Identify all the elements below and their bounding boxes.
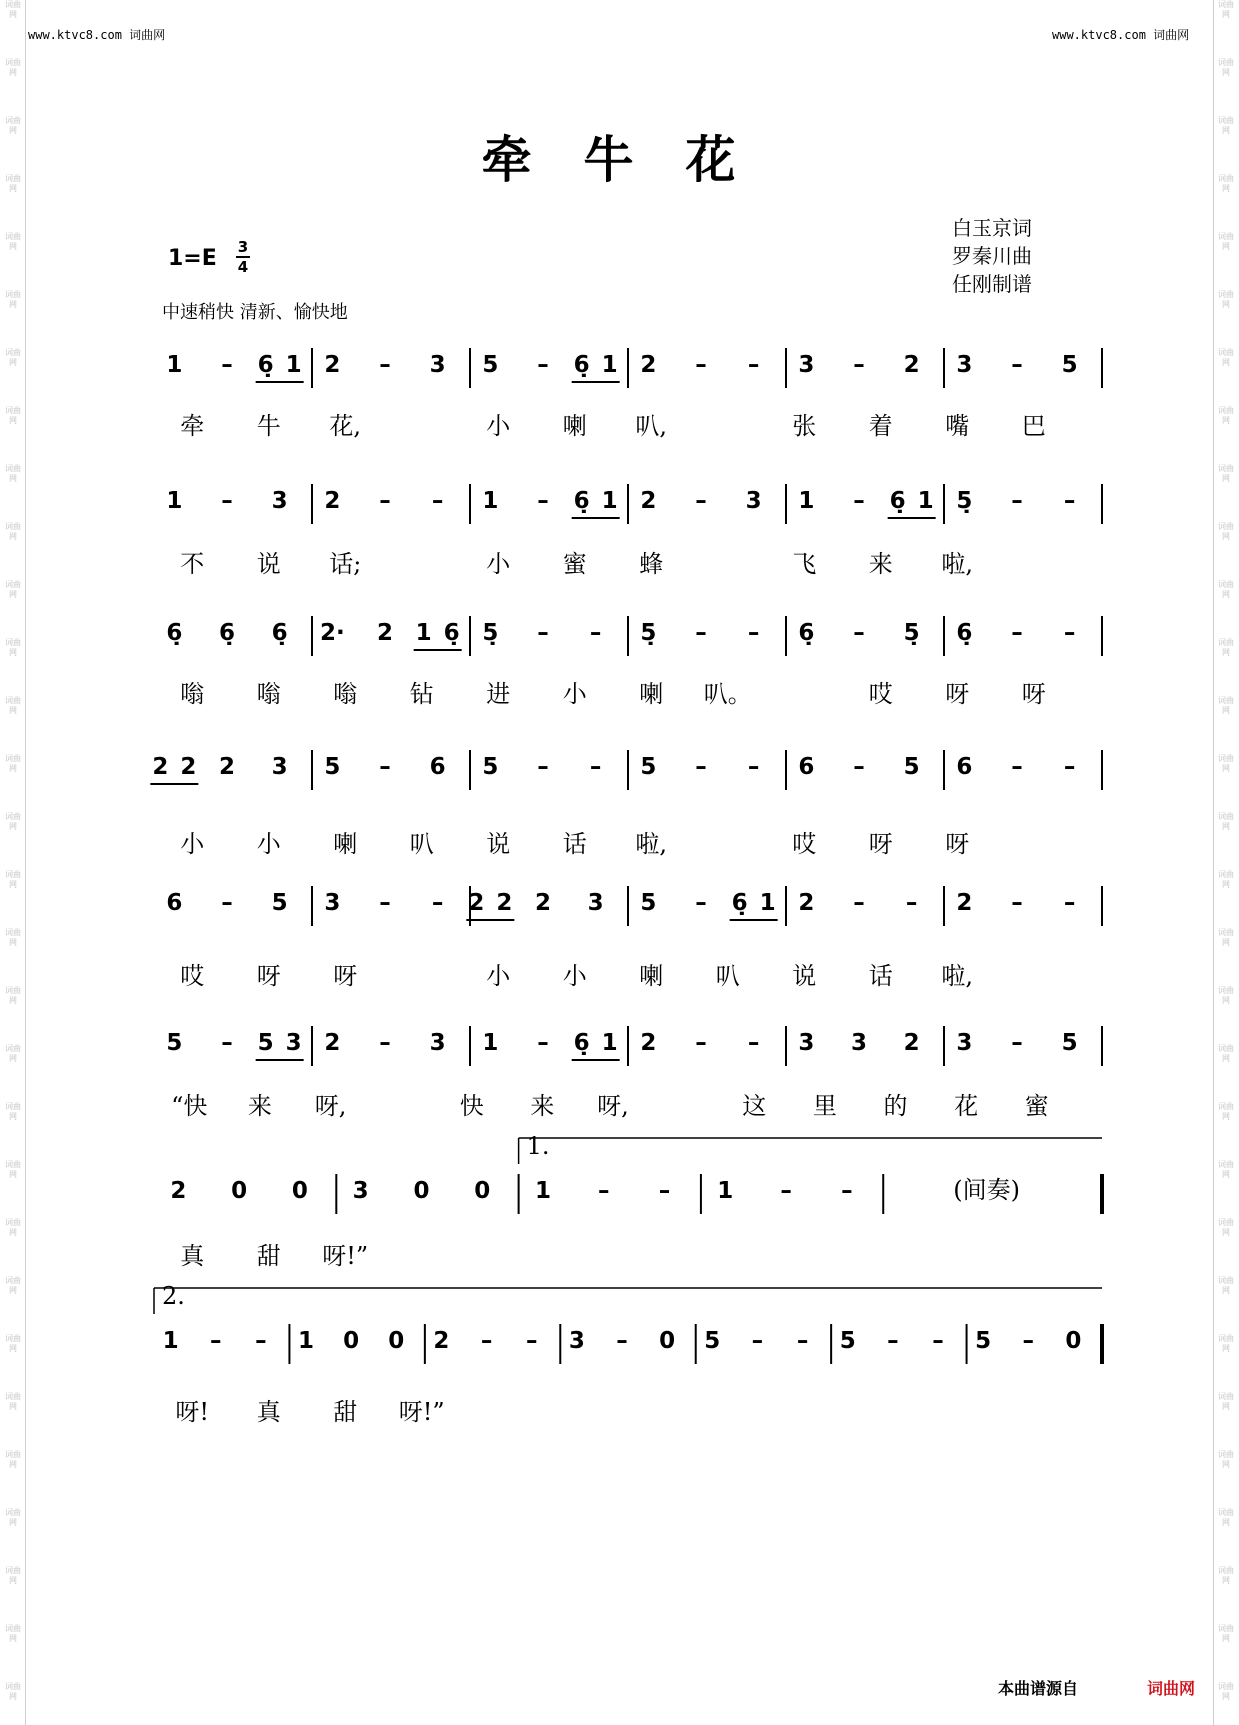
note: – (1063, 488, 1076, 514)
watermark-text: 词曲网 (1218, 986, 1234, 1005)
site-url-right[interactable]: www.ktvc8.com 词曲网 (1052, 28, 1190, 42)
note: 1 (415, 620, 432, 646)
lyric-syllable: 蜜 (1024, 1092, 1049, 1120)
lyric-syllable: 小 (486, 550, 511, 578)
note: – (695, 890, 707, 916)
note: – (221, 890, 233, 916)
note: 3 (956, 352, 973, 378)
lyric-syllable: 蜜 (562, 550, 587, 578)
note: 1 (297, 1328, 315, 1354)
lyric-syllable: 呀!” (398, 1398, 445, 1426)
watermark-text: 词曲网 (1218, 928, 1234, 947)
note: – (780, 1178, 792, 1204)
note: 2 (376, 620, 394, 646)
lyric-syllable: 巴 (1021, 412, 1046, 440)
volta-number: 1. (526, 1132, 550, 1160)
note: 3 (271, 488, 288, 514)
watermark-text: 词曲网 (5, 1218, 21, 1237)
note: 1 (601, 352, 618, 378)
note: 1 (162, 1328, 179, 1354)
note: 6 (956, 754, 973, 780)
watermark-text: 词曲网 (1218, 638, 1234, 657)
lyric-syllable: 呀, (314, 1092, 347, 1120)
watermark-text: 词曲网 (1218, 1450, 1234, 1469)
note: 1 (601, 488, 618, 514)
source-label: 本曲谱源自 (998, 1679, 1079, 1698)
note: 2 (218, 754, 236, 780)
note: 2 (324, 352, 341, 378)
lyric-syllable: 小 (486, 962, 511, 990)
note: 2 (433, 1328, 450, 1354)
watermark-text: 词曲网 (1218, 1160, 1234, 1179)
lyric-syllable: 啦, (941, 962, 974, 990)
watermark-text: 词曲网 (5, 1044, 21, 1063)
note: 2 (798, 890, 815, 916)
lyric-syllable: 嘴 (945, 412, 970, 440)
lyric-syllable: 叭, (635, 412, 668, 440)
note: 5 (975, 1328, 992, 1354)
note: 6̣ (573, 1030, 590, 1056)
note: – (1011, 890, 1023, 916)
note: 6̣ (798, 620, 815, 646)
watermark-text: 词曲网 (1218, 406, 1234, 425)
lyric-syllable: 话 (562, 830, 587, 858)
transcriber-credit: 任刚制谱 (952, 272, 1032, 296)
watermark-text: 词曲网 (5, 116, 21, 135)
note: – (221, 488, 233, 514)
lyric-syllable: 哎 (792, 830, 817, 858)
note: 5 (1061, 352, 1078, 378)
composer-credit: 罗秦川曲 (952, 244, 1032, 268)
note: – (853, 352, 865, 378)
watermark-text: 词曲网 (5, 174, 21, 193)
note: 1 (759, 890, 776, 916)
watermark-text: 词曲网 (1218, 1218, 1234, 1237)
lyric-syllable: 呀 (333, 962, 358, 990)
tempo-marking: 中速稍快 清新、愉快地 (162, 302, 348, 323)
note: 2 (534, 890, 552, 916)
time-denominator: 4 (237, 258, 249, 276)
note: – (1063, 620, 1076, 646)
note: 1 (601, 1030, 618, 1056)
note: 6 (166, 890, 183, 916)
lyric-syllable: 花, (329, 412, 362, 440)
note: 6̣ (257, 352, 274, 378)
lyric-syllable: 说 (486, 830, 511, 858)
note: 6̣ (573, 352, 590, 378)
note: 3 (429, 1030, 446, 1056)
lyric-syllable: 呀 (868, 830, 893, 858)
note: 2 (956, 890, 973, 916)
note: – (537, 1030, 549, 1056)
lyric-syllable: 小 (256, 830, 281, 858)
watermark-text: 词曲网 (1218, 174, 1234, 193)
note: 5 (704, 1328, 721, 1354)
watermark-text: 词曲网 (5, 986, 21, 1005)
note: – (695, 754, 707, 780)
volta-number: 2. (162, 1282, 185, 1310)
note: 1 (534, 1178, 552, 1204)
watermark-text: 词曲网 (5, 1682, 21, 1701)
note: – (932, 1328, 944, 1354)
note: 2· (319, 620, 345, 646)
lyric-syllable: 小 (180, 830, 205, 858)
note: 2 (468, 890, 485, 916)
note: 5̣ (956, 488, 973, 514)
watermark-text: 词曲网 (5, 348, 21, 367)
note: 3 (956, 1030, 973, 1056)
note: – (1011, 352, 1023, 378)
source-brand-link[interactable]: 词曲网 (1147, 1679, 1196, 1698)
lyric-syllable: 呀! (175, 1398, 210, 1426)
lyric-syllable: 呀 (256, 962, 281, 990)
watermark-text: 词曲网 (5, 1160, 21, 1179)
lyric-syllable: 嗡 (180, 680, 205, 708)
note: 3 (568, 1328, 585, 1354)
lyric-syllable: 的 (883, 1092, 908, 1120)
lyric-syllable: 说 (256, 550, 281, 578)
note: 2 (903, 352, 920, 378)
watermark-text: 词曲网 (1218, 1392, 1234, 1411)
watermark-text: 词曲网 (1218, 1508, 1234, 1527)
lyric-syllable: 喇 (639, 962, 664, 990)
lyric-syllable: 蜂 (639, 550, 664, 578)
watermark-text: 词曲网 (1218, 1682, 1234, 1701)
note: – (1011, 1030, 1023, 1056)
note: 5 (257, 1030, 274, 1056)
note: 3 (429, 352, 446, 378)
watermark-text: 词曲网 (5, 1392, 21, 1411)
note: – (379, 488, 391, 514)
note: 5 (482, 754, 499, 780)
note: 5̣ (640, 620, 657, 646)
note: – (431, 488, 444, 514)
note: 1 (166, 352, 183, 378)
note: – (616, 1328, 628, 1354)
lyric-syllable: 着 (868, 412, 893, 440)
watermark-text: 词曲网 (1218, 754, 1234, 773)
lyric-syllable: 钻 (409, 680, 434, 708)
note: – (379, 352, 391, 378)
note: 3 (850, 1030, 868, 1056)
watermark-text: 词曲网 (1218, 1276, 1234, 1295)
note: 5 (271, 890, 288, 916)
note: 6̣ (889, 488, 906, 514)
watermark-text: 词曲网 (5, 0, 21, 19)
note: 6̣ (956, 620, 973, 646)
watermark-text: 词曲网 (5, 1624, 21, 1643)
watermark-text: 词曲网 (1218, 232, 1234, 251)
watermark-text: 词曲网 (5, 522, 21, 541)
note: – (1011, 488, 1023, 514)
song-title: 牵牛花 (481, 130, 788, 189)
note: – (1022, 1328, 1035, 1354)
note: – (537, 352, 549, 378)
note: – (747, 352, 760, 378)
lyric-syllable: 呀!” (322, 1242, 369, 1270)
note: 0 (388, 1328, 405, 1354)
note: 5 (839, 1328, 856, 1354)
note: – (853, 890, 865, 916)
lyric-syllable: 呀 (945, 680, 970, 708)
note: 6̣ (443, 620, 460, 646)
note: – (747, 620, 760, 646)
note: 3 (285, 1030, 302, 1056)
note: 1 (917, 488, 934, 514)
watermark-text: 词曲网 (1218, 580, 1234, 599)
note: – (1011, 620, 1023, 646)
watermark-text: 词曲网 (1218, 1102, 1234, 1121)
note: 1 (166, 488, 183, 514)
note: – (537, 488, 549, 514)
note: 5 (324, 754, 341, 780)
watermark-text: 词曲网 (1218, 1044, 1234, 1063)
note: 2 (324, 488, 341, 514)
note: – (841, 1178, 853, 1204)
watermark-text: 词曲网 (5, 1508, 21, 1527)
key-signature: 1=E (168, 246, 217, 271)
lyric-syllable: 呀, (597, 1092, 629, 1120)
note: – (853, 488, 865, 514)
note: 5 (903, 754, 920, 780)
watermark-text: 词曲网 (1218, 464, 1234, 483)
note: 3 (324, 890, 341, 916)
note: – (853, 620, 865, 646)
lyric-syllable: 小 (486, 412, 511, 440)
time-numerator: 3 (237, 238, 249, 256)
watermark-text: 词曲网 (5, 812, 21, 831)
lyric-syllable: 呀 (945, 830, 970, 858)
watermark-text: 词曲网 (1218, 812, 1234, 831)
note: 6̣ (573, 488, 590, 514)
note: 2 (496, 890, 513, 916)
lyric-syllable: 话 (868, 962, 893, 990)
note: – (431, 890, 444, 916)
note: 0 (413, 1178, 430, 1204)
lyric-syllable: 嗡 (256, 680, 281, 708)
watermark-text: 词曲网 (5, 580, 21, 599)
lyricist-credit: 白玉京词 (952, 216, 1032, 240)
note: – (658, 1178, 671, 1204)
watermark-text: 词曲网 (1218, 522, 1234, 541)
watermark-text: 词曲网 (5, 58, 21, 77)
lyric-syllable: 花 (954, 1092, 979, 1120)
lyric-syllable: 喇 (562, 412, 587, 440)
lyric-syllable: 来 (868, 550, 893, 578)
lyric-syllable: 呀 (1021, 680, 1046, 708)
note: – (853, 754, 865, 780)
watermark-text: 词曲网 (5, 928, 21, 947)
note: – (379, 890, 391, 916)
note: – (695, 488, 707, 514)
note: – (480, 1328, 493, 1354)
lyric-syllable: 张 (792, 412, 817, 440)
lyric-syllable: 牛 (256, 412, 281, 440)
note: 6 (429, 754, 446, 780)
note: 3 (352, 1178, 369, 1204)
note: 6̣ (731, 890, 748, 916)
watermark-text: 词曲网 (5, 1566, 21, 1585)
watermark-text: 词曲网 (1218, 0, 1234, 19)
watermark-text: 词曲网 (5, 290, 21, 309)
lyric-syllable: 小 (562, 962, 587, 990)
lyric-syllable: “快 (171, 1092, 208, 1120)
lyric-syllable: 话; (329, 550, 362, 578)
note: 5̣ (903, 620, 920, 646)
site-url-left[interactable]: www.ktvc8.com 词曲网 (28, 28, 166, 42)
note: – (537, 754, 549, 780)
note: 3 (271, 754, 288, 780)
note: 0 (659, 1328, 676, 1354)
note: 1 (482, 1030, 499, 1056)
note: 0 (343, 1328, 360, 1354)
note: 2 (180, 754, 197, 780)
note: – (589, 620, 602, 646)
lyric-syllable: 来 (247, 1092, 272, 1120)
note: 2 (324, 1030, 341, 1056)
note: 5 (1061, 1030, 1078, 1056)
watermark-text: 词曲网 (5, 870, 21, 889)
note: – (1063, 754, 1076, 780)
lyric-syllable: 啦, (635, 830, 668, 858)
lyric-syllable: 不 (180, 550, 205, 578)
note: – (751, 1328, 764, 1354)
watermark-text: 词曲网 (1218, 1624, 1234, 1643)
watermark-text: 词曲网 (5, 1276, 21, 1295)
note: – (887, 1328, 899, 1354)
lyric-syllable: 叭。 (703, 680, 752, 708)
note: – (379, 754, 391, 780)
note: – (209, 1328, 222, 1354)
note: 6̣ (271, 620, 288, 646)
watermark-text: 词曲网 (5, 1450, 21, 1469)
watermark-text: 词曲网 (1218, 58, 1234, 77)
note: 6̣ (166, 620, 183, 646)
lyric-syllable: 真 (256, 1398, 281, 1426)
lyric-syllable: 喇 (639, 680, 664, 708)
note: 5̣ (482, 620, 499, 646)
note: 3 (798, 352, 815, 378)
lyric-syllable: 这 (742, 1092, 767, 1120)
note: 5 (640, 890, 657, 916)
watermark-text: 词曲网 (5, 464, 21, 483)
lyric-syllable: 叭 (715, 962, 740, 990)
note: 0 (1065, 1328, 1082, 1354)
note: – (525, 1328, 538, 1354)
watermark-text: 词曲网 (1218, 348, 1234, 367)
lyric-syllable: 牵 (180, 412, 205, 440)
note: – (905, 890, 918, 916)
lyric-syllable: 真 (180, 1242, 205, 1270)
lyric-syllable: 飞 (792, 550, 817, 578)
note: – (255, 1328, 267, 1354)
note: 0 (231, 1178, 248, 1204)
note: 5 (482, 352, 499, 378)
note: 0 (474, 1178, 491, 1204)
lyric-syllable: 嗡 (333, 680, 358, 708)
lyric-syllable: 喇 (333, 830, 358, 858)
note: – (589, 754, 602, 780)
interlude-marking: (间奏) (953, 1176, 1020, 1204)
lyric-syllable: 进 (486, 680, 511, 708)
lyric-syllable: 叭 (409, 830, 434, 858)
note: 2 (640, 352, 657, 378)
watermark-text: 词曲网 (5, 638, 21, 657)
note: 3 (798, 1030, 815, 1056)
note: 3 (587, 890, 604, 916)
note: 5 (640, 754, 657, 780)
note: – (379, 1030, 391, 1056)
note: – (695, 620, 707, 646)
lyric-syllable: 快 (459, 1092, 484, 1120)
lyric-syllable: 哎 (868, 680, 893, 708)
note: 5 (166, 1030, 183, 1056)
note: 6̣ (218, 620, 236, 646)
watermark-text: 词曲网 (1218, 870, 1234, 889)
note: 2 (170, 1178, 187, 1204)
lyric-syllable: 甜 (256, 1242, 281, 1270)
note: 2 (152, 754, 169, 780)
lyric-syllable: 来 (530, 1092, 555, 1120)
watermark-text: 词曲网 (1218, 290, 1234, 309)
note: – (695, 352, 707, 378)
watermark-text: 词曲网 (1218, 1334, 1234, 1353)
note: 1 (717, 1178, 734, 1204)
lyric-syllable: 啦, (941, 550, 974, 578)
note: – (1011, 754, 1023, 780)
note: – (1063, 890, 1076, 916)
watermark-text: 词曲网 (1218, 116, 1234, 135)
note: 6 (798, 754, 815, 780)
note: – (747, 1030, 760, 1056)
watermark-text: 词曲网 (5, 754, 21, 773)
watermark-text: 词曲网 (1218, 1566, 1234, 1585)
watermark-text: 词曲网 (1218, 696, 1234, 715)
lyric-syllable: 里 (812, 1092, 837, 1120)
note: 2 (640, 488, 657, 514)
watermark-text: 词曲网 (5, 696, 21, 715)
note: – (598, 1178, 610, 1204)
note: – (695, 1030, 707, 1056)
note: 1 (285, 352, 302, 378)
watermark-text: 词曲网 (5, 232, 21, 251)
lyric-syllable: 哎 (180, 962, 205, 990)
note: – (221, 352, 233, 378)
note: 3 (745, 488, 762, 514)
lyric-syllable: 甜 (333, 1398, 358, 1426)
watermark-text: 词曲网 (5, 1334, 21, 1353)
note: 1 (482, 488, 499, 514)
watermark-text: 词曲网 (5, 1102, 21, 1121)
note: 0 (291, 1178, 308, 1204)
lyric-syllable: 小 (562, 680, 587, 708)
note: – (221, 1030, 233, 1056)
note: 2 (903, 1030, 920, 1056)
note: – (537, 620, 549, 646)
watermark-text: 词曲网 (5, 406, 21, 425)
note: 2 (640, 1030, 657, 1056)
lyric-syllable: 说 (792, 962, 817, 990)
note: – (747, 754, 760, 780)
note: – (796, 1328, 809, 1354)
note: 1 (798, 488, 815, 514)
